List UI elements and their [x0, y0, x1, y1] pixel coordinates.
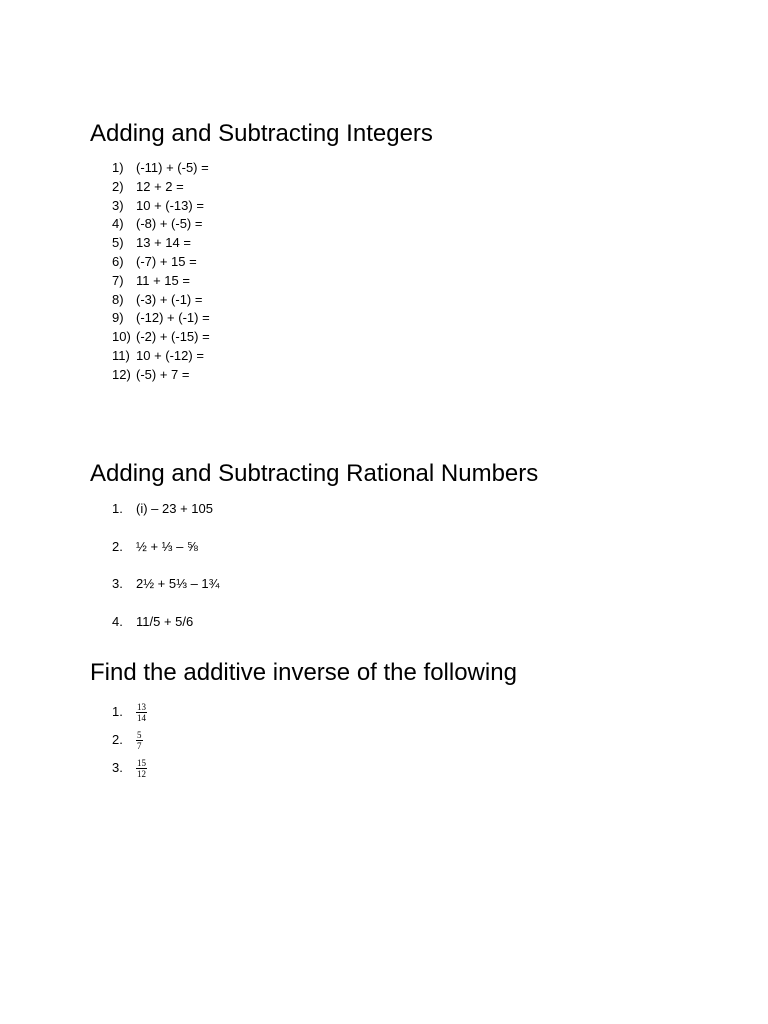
- item-number: 3.: [112, 576, 123, 591]
- item-number: 11): [112, 347, 130, 363]
- item-number: 9): [112, 310, 124, 326]
- fraction: [136, 702, 147, 723]
- fraction: [136, 758, 147, 779]
- list-item: [112, 366, 210, 385]
- fraction-numerator: 5: [137, 730, 142, 741]
- item-number: 4): [112, 216, 124, 232]
- item-number: 3.: [112, 760, 123, 775]
- item-number: 8): [112, 291, 124, 307]
- fraction: [136, 730, 143, 751]
- item-number: 3): [112, 197, 124, 213]
- item-number: 2.: [112, 538, 123, 554]
- fraction-denominator: 12: [137, 769, 146, 780]
- item-expression: (-5) + 7 =: [136, 366, 190, 382]
- item-expression: 13 + 14 =: [136, 235, 191, 251]
- list-item: [112, 613, 219, 651]
- integers-heading: Adding and Subtracting Integers: [90, 120, 433, 147]
- item-expression: 12 + 2 =: [136, 178, 184, 194]
- item-expression: (i) – 23 + 105: [136, 501, 213, 516]
- list-item: [112, 309, 210, 328]
- list-item: [112, 215, 210, 234]
- rational-heading: Adding and Subtracting Rational Numbers: [90, 460, 539, 487]
- item-number: 5): [112, 235, 124, 251]
- inverse-list: [112, 698, 147, 782]
- item-number: 10): [112, 329, 131, 345]
- item-expression: (-3) + (-1) =: [136, 291, 203, 307]
- fraction-denominator: 14: [137, 713, 146, 724]
- item-number: 2): [112, 178, 124, 194]
- item-expression: (-2) + (-15) =: [136, 329, 210, 345]
- list-item: [112, 754, 147, 782]
- list-item: [112, 538, 219, 576]
- list-item: [112, 698, 147, 726]
- item-expression: 11 + 15 =: [136, 272, 190, 288]
- item-expression: 11/5 + 5/6: [136, 613, 194, 629]
- rational-list: [112, 500, 219, 650]
- list-item: [112, 178, 210, 197]
- item-expression: (-8) + (-5) =: [136, 216, 203, 232]
- item-expression: (-11) + (-5) =: [136, 160, 209, 175]
- list-item: [112, 328, 210, 347]
- list-item: [112, 726, 147, 754]
- item-number: 6): [112, 253, 124, 269]
- list-item: [112, 159, 210, 178]
- inverse-heading: Find the additive inverse of the following: [90, 659, 517, 686]
- item-number: 7): [112, 272, 124, 288]
- integers-list: [112, 159, 210, 385]
- item-expression: 10 + (-13) =: [136, 197, 204, 213]
- list-item: [112, 500, 219, 538]
- item-number: 12): [112, 366, 131, 382]
- list-item: [112, 197, 210, 216]
- fraction-numerator: 15: [137, 758, 146, 769]
- list-item: [112, 347, 210, 366]
- item-number: 1.: [112, 704, 123, 719]
- fraction-denominator: 7: [137, 741, 142, 752]
- item-expression: 10 + (-12) =: [136, 347, 204, 363]
- list-item: [112, 575, 219, 613]
- item-expression: (-7) + 15 =: [136, 253, 197, 269]
- item-expression: (-12) + (-1) =: [136, 310, 210, 326]
- fraction-numerator: 13: [137, 702, 146, 713]
- item-number: 1): [112, 160, 124, 175]
- item-number: 4.: [112, 613, 123, 629]
- list-item: [112, 272, 210, 291]
- item-number: 1.: [112, 501, 123, 516]
- list-item: [112, 253, 210, 272]
- item-number: 2.: [112, 732, 123, 747]
- list-item: [112, 234, 210, 253]
- item-expression: ½ + ⅓ – ⅝: [136, 538, 198, 554]
- list-item: [112, 291, 210, 310]
- item-expression: 2½ + 5⅓ – 1¾: [136, 576, 220, 591]
